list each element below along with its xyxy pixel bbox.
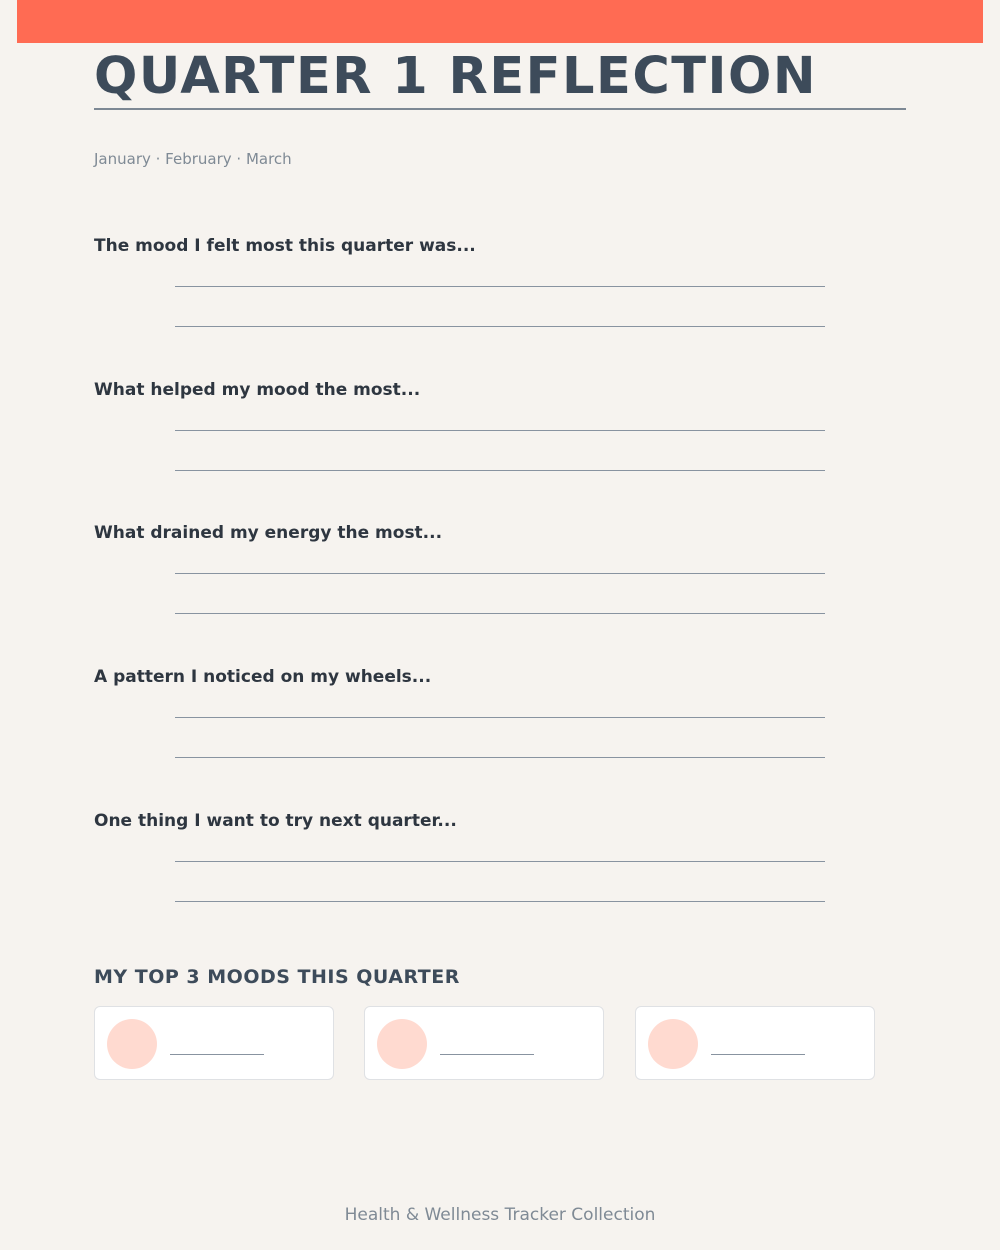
top-accent-bar — [17, 0, 983, 43]
mood-name-line[interactable] — [711, 1054, 805, 1055]
title-divider — [94, 108, 906, 110]
mood-color-dot — [107, 1019, 157, 1069]
prompt-label: What helped my mood the most... — [94, 380, 421, 400]
mood-color-dot — [648, 1019, 698, 1069]
writing-line[interactable] — [175, 326, 825, 327]
mood-color-dot — [377, 1019, 427, 1069]
writing-line[interactable] — [175, 470, 825, 471]
writing-line[interactable] — [175, 613, 825, 614]
prompt-label: One thing I want to try next quarter... — [94, 811, 457, 831]
writing-line[interactable] — [175, 286, 825, 287]
prompt-helped-mood — [94, 380, 894, 530]
prompt-drained-energy — [94, 523, 894, 673]
top-mood-card-1[interactable] — [94, 1006, 334, 1080]
writing-line[interactable] — [175, 430, 825, 431]
writing-line[interactable] — [175, 573, 825, 574]
top-mood-card-3[interactable] — [635, 1006, 875, 1080]
prompt-pattern-noticed — [94, 667, 894, 817]
mood-name-line[interactable] — [170, 1054, 264, 1055]
writing-line[interactable] — [175, 717, 825, 718]
writing-line[interactable] — [175, 901, 825, 902]
prompt-try-next-quarter — [94, 811, 894, 961]
writing-line[interactable] — [175, 757, 825, 758]
top-mood-card-2[interactable] — [364, 1006, 604, 1080]
top-moods-heading: MY TOP 3 MOODS THIS QUARTER — [94, 966, 460, 988]
page-title: QUARTER 1 REFLECTION — [94, 47, 818, 106]
prompt-label: What drained my energy the most... — [94, 523, 443, 543]
months-subtitle: January · February · March — [94, 150, 292, 168]
prompt-label: The mood I felt most this quarter was... — [94, 236, 476, 256]
prompt-label: A pattern I noticed on my wheels... — [94, 667, 432, 687]
mood-name-line[interactable] — [440, 1054, 534, 1055]
writing-line[interactable] — [175, 861, 825, 862]
prompt-mood-most — [94, 236, 894, 386]
footer-text: Health & Wellness Tracker Collection — [344, 1205, 656, 1225]
